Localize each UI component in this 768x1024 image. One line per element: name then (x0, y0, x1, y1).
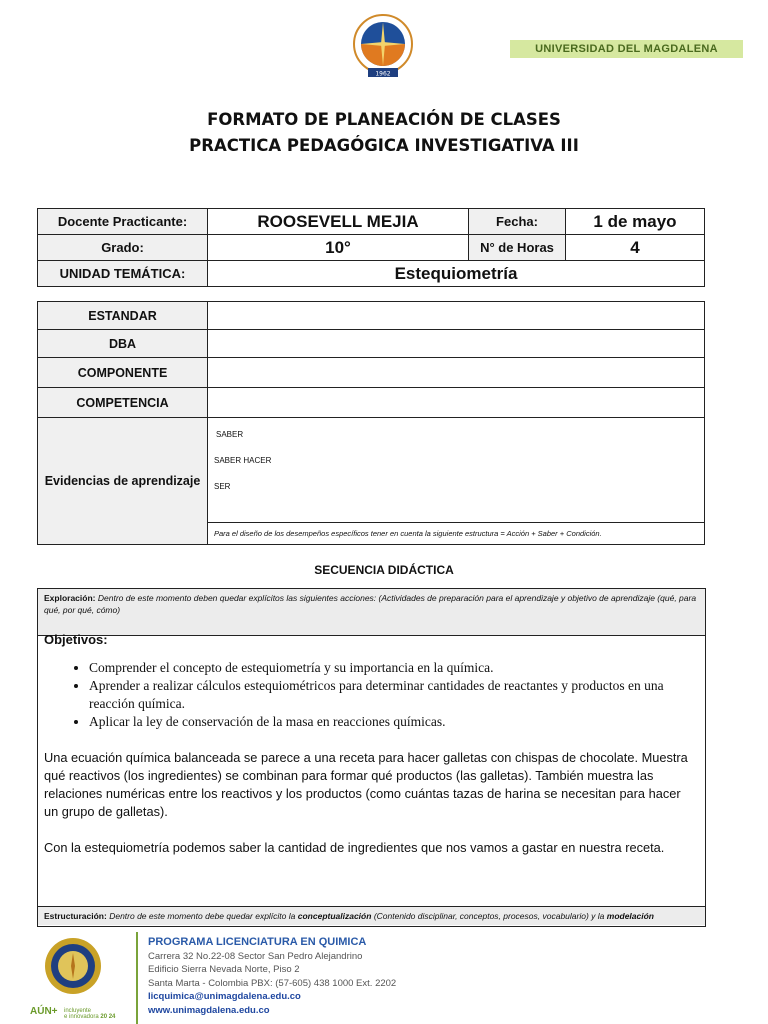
objetivos-label: Objetivos: (44, 632, 108, 647)
secuencia-title: SECUENCIA DIDÁCTICA (314, 563, 454, 577)
objetivos-list (44, 659, 694, 731)
grado-label: Grado: (38, 235, 208, 261)
university-seal-logo (352, 14, 414, 80)
aun-tagline-line1: incluyente (64, 1008, 92, 1014)
componente-value[interactable] (208, 358, 705, 388)
competencia-value[interactable] (208, 388, 705, 418)
dba-value[interactable] (208, 330, 705, 358)
address-line-3: Santa Marta - Colombia PBX: (57-605) 438 1000 Ext. 2202 (148, 977, 397, 989)
saber-hacer-label: SABER HACER (214, 456, 272, 465)
exploracion-text: Dentro de este momento deben quedar explícitos las siguientes acciones: (Actividades de preparación para el aprendizaje y objetivo de aprendizaje (qué, para qué, por qué, cómo) (44, 593, 697, 615)
aun-logo-text: AÚN+ (30, 1006, 58, 1017)
aun-tagline-line2: e innovadora 20 24 (64, 1014, 116, 1020)
secuencia-box (37, 588, 706, 927)
paragraph-estequiometria: Con la estequiometría podemos saber la cantidad de ingredientes que nos vamos a gastar en nuestra receta. (44, 840, 665, 855)
ser-label: SER (214, 482, 231, 491)
grado-value: 10° (208, 235, 469, 261)
exploracion-header (38, 589, 705, 636)
unidad-value: Estequiometría (208, 261, 705, 287)
objetivo-item: • Aprender a realizar cálculos estequiométricos para determinar cantidades de reactantes y productos en una reacción química. (89, 677, 694, 713)
estructuracion-text-a: Dentro de este momento debe quedar explícito la (109, 911, 296, 921)
evidencias-label: Evidencias de aprendizaje (38, 418, 208, 545)
document-subtitle: PRACTICA PEDAGÓGICA INVESTIGATIVA III (189, 136, 579, 155)
email-link[interactable]: licquimica@unimagdalena.edu.co (148, 991, 301, 1002)
saber-label: SABER (216, 430, 244, 439)
website-link[interactable]: www.unimagdalena.edu.co (148, 1004, 270, 1016)
dba-label: DBA (38, 330, 208, 358)
evidencias-note: Para el diseño de los desempeños específicos tener en cuenta la siguiente estructura = Acción + Saber + Condición. (208, 523, 705, 545)
estructuracion-bold-1: conceptualización (297, 911, 372, 921)
document-title: FORMATO DE PLANEACIÓN DE CLASES (207, 110, 561, 129)
paragraph-receta: Una ecuación química balanceada se parece a una receta para hacer galletas con chispas de chocolate. Muestra qué reactivos (los ingredientes) se combinan para formar qué productos (las galletas). También muestra las relaciones numéricas entre los reactivos y los productos (como cuántas tazas de harina se necesitan para hacer un grupo de galletas). (44, 750, 688, 819)
secuencia-content[interactable] (44, 632, 694, 857)
objetivo-item: • Comprender el concepto de estequiometría y su importancia en la química. (89, 659, 694, 677)
aun-years: 20 24 (100, 1014, 116, 1020)
program-name: PROGRAMA LICENCIATURA EN QUIMICA (148, 936, 367, 948)
university-name-banner: UNIVERSIDAD DEL MAGDALENA (510, 40, 743, 58)
evidencias-value[interactable] (208, 418, 705, 523)
planning-table (37, 301, 705, 545)
estructuracion-text-b: (Contenido disciplinar, conceptos, procesos, vocabulario) y la (373, 911, 605, 921)
componente-label: COMPONENTE (38, 358, 208, 388)
exploracion-label: Exploración: (44, 593, 96, 603)
estandar-value[interactable] (208, 302, 705, 330)
docente-value: ROOSEVELL MEJIA (208, 209, 469, 235)
horas-label: N° de Horas (469, 235, 566, 261)
accreditation-seal-logo (44, 936, 102, 1000)
estructuracion-label: Estructuración: (44, 911, 107, 921)
aun-tagline (64, 1008, 115, 1020)
footer-divider (136, 932, 138, 1024)
estructuracion-header (38, 906, 705, 925)
footer-contact (148, 936, 396, 1017)
fecha-label: Fecha: (469, 209, 566, 235)
estandar-label: ESTANDAR (38, 302, 208, 330)
horas-value: 4 (566, 235, 705, 261)
estructuracion-bold-2: modelación (606, 911, 654, 921)
unidad-label: UNIDAD TEMÁTICA: (38, 261, 208, 287)
objetivo-item: • Aplicar la ley de conservación de la masa en reacciones químicas. (89, 713, 694, 731)
docente-label: Docente Practicante: (38, 209, 208, 235)
info-table (37, 208, 705, 287)
fecha-value: 1 de mayo (566, 209, 705, 235)
address-line-2: Edificio Sierra Nevada Norte, Piso 2 (148, 964, 300, 975)
svg-text:1962: 1962 (375, 70, 391, 78)
address-line-1: Carrera 32 No.22-08 Sector San Pedro Alejandrino (148, 950, 363, 962)
competencia-label: COMPETENCIA (38, 388, 208, 418)
